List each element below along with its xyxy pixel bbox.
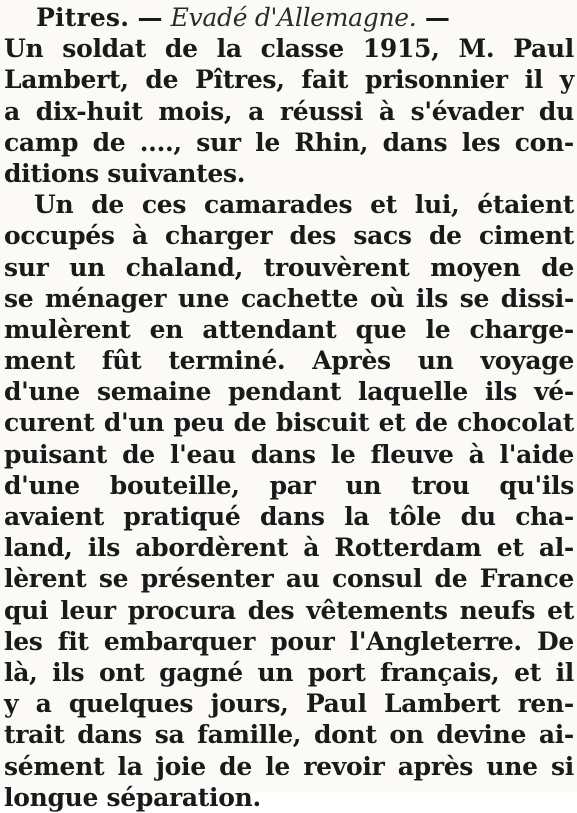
paragraph-1-line-3: a dix-huit mois, a réussi à s'évader du <box>4 96 574 126</box>
article-heading <box>4 2 574 33</box>
paragraph-1-line-4: camp de ...., sur le Rhin, dans les con- <box>4 127 574 157</box>
paragraph-1-line-5: ditions suivantes. <box>4 158 246 188</box>
heading-dash: — <box>137 3 163 32</box>
paragraph-2-line-4: se ménager une cachette où ils se dissi- <box>4 283 574 313</box>
paragraph-2-line-6: ment fût terminé. Après un voyage <box>4 346 574 376</box>
paragraph-2-line-11: avaient pratiqué dans la tôle du cha- <box>4 502 574 531</box>
paragraph-2-line-13: lèrent se présenter au consul de France <box>4 564 574 594</box>
paragraph-2-line-12: land, ils abordèrent à Rotterdam et al- <box>4 533 574 563</box>
paragraph-2-line-8: curent d'un peu de biscuit et de chocolat <box>4 408 574 438</box>
paragraph-2-line-20: longue séparation. <box>4 782 261 812</box>
paragraph-2-line-2: occupés à charger des sacs de ciment <box>4 221 574 251</box>
paragraph-2-line-16: là, ils ont gagné un port français, et il <box>4 657 574 687</box>
paragraph-2-line-10: d'une bouteille, par un trou qu'ils <box>4 470 574 500</box>
paragraph-1-line-1: Un soldat de la classe 1915, M. Paul <box>4 34 574 64</box>
paragraph-2-line-14: qui leur procura des vêtements neufs et <box>4 595 574 625</box>
paragraph-2-line-15: les fit embarquer pour l'Angleterre. De <box>4 626 574 656</box>
heading-subtitle: Evadé d'Allemagne. <box>170 3 417 32</box>
article <box>4 2 574 813</box>
paragraph-2-line-7: d'une semaine pendant laquelle ils vé- <box>4 377 574 407</box>
paragraph-2-line-9: puisant de l'eau dans le fleuve à l'aide <box>4 439 574 469</box>
paragraph-2-line-5: mulèrent en attendant que le charge- <box>4 314 574 344</box>
paragraph-2-line-18: trait dans sa famille, dont on devine ai- <box>4 720 574 750</box>
heading-town: Pitres. <box>36 3 130 32</box>
heading-dash-end: — <box>424 3 450 32</box>
paragraph-2-line-19: sément la joie de le revoir après une si <box>4 751 574 781</box>
paragraph-2-line-17: y a quelques jours, Paul Lambert ren- <box>4 689 574 719</box>
paragraph-1-line-2: Lambert, de Pîtres, fait prisonnier il y <box>4 65 574 95</box>
paragraph-2-line-3: sur un chaland, trouvèrent moyen de <box>4 252 574 282</box>
paragraph-2-line-1: Un de ces camarades et lui, étaient <box>34 190 574 220</box>
